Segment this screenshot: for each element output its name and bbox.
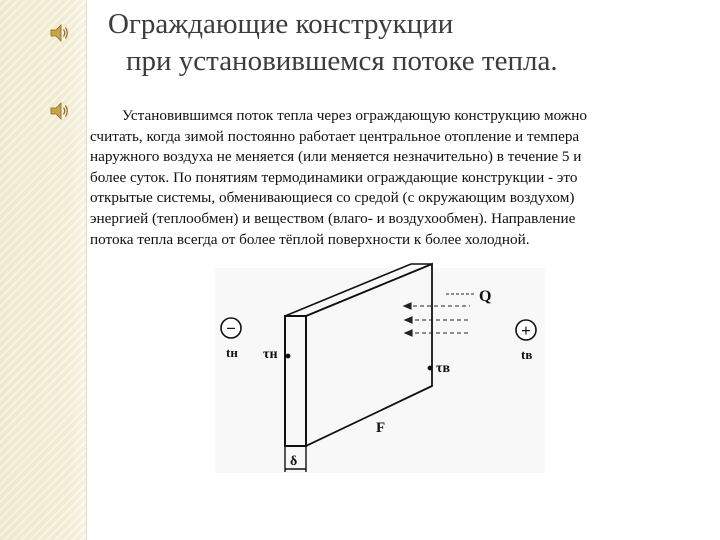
outer-surface-temp-label: τн <box>263 347 278 362</box>
body-line: Установившимся поток тепла через ограждающую конструкцию можно <box>122 107 588 124</box>
speaker-icon[interactable] <box>48 100 70 122</box>
heat-flow-arrows <box>404 294 476 336</box>
minus-sign-label: − <box>226 319 236 338</box>
slide-title-line1: Ограждающие конструкции <box>108 8 454 40</box>
speaker-icon[interactable] <box>48 22 70 44</box>
slide-title <box>108 6 688 80</box>
body-line: более суток. По понятиям термодинамики ограждающие конструкции - это <box>90 168 578 186</box>
wall-heat-flow-diagram <box>200 258 560 483</box>
inner-air-temp-label: tв <box>521 347 533 362</box>
body-line: считать, когда зимой постоянно работает центральное отопление и темпера <box>90 127 580 145</box>
wall-side-face <box>306 264 432 446</box>
heat-flow-label: Q <box>479 288 492 305</box>
wall-front-face <box>285 316 306 446</box>
slide-title-line2: при установившемся потоке тепла. <box>126 45 558 77</box>
outer-air-temp-label: tн <box>226 345 238 360</box>
left-band-divider <box>86 0 87 540</box>
plus-sign-label: + <box>521 321 531 340</box>
body-line: наружного воздуха не меняется (или меняется незначительно) в течение 5 и <box>90 148 582 166</box>
inner-surface-point <box>428 366 433 371</box>
body-line: потока тепла всегда от более тёплой поверхности к более холодной. <box>90 230 530 248</box>
area-label: F <box>376 420 386 436</box>
body-line: энергией (теплообмен) и веществом (влаго- и воздухообмен). Направление <box>90 209 576 227</box>
body-line: открытые системы, обменивающиеся со средой (с окружающим воздухом) <box>90 189 575 207</box>
decorative-left-band <box>0 0 86 540</box>
inner-surface-temp-label: τв <box>436 361 451 376</box>
slide-body-text <box>90 106 678 250</box>
outer-surface-point <box>286 354 291 359</box>
thickness-label: δ <box>290 454 298 469</box>
